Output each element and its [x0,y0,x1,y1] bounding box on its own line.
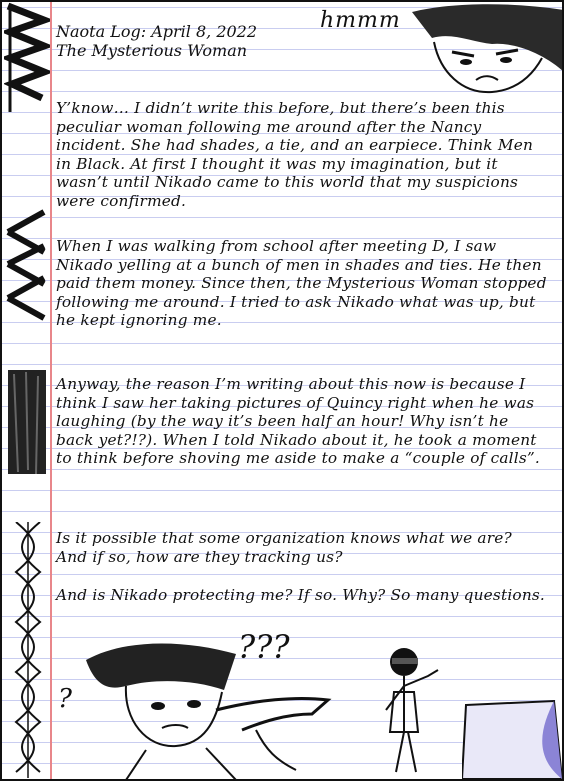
mysterious-woman-doodle [378,646,448,778]
journal-paragraph [56,375,548,468]
paragraph-1: Y’know… I didn’t write this before, but there’s been this peculiar woman following me around after the Nancy incident. She had shades, a tie, and an earpiece. Think Men in Black. At first I thought it was my imagination, but it wasn’t until Nikado came to this world that my suspicions were confirmed. [56,99,534,210]
hmm-doodle-text: hmmm [320,8,401,33]
page-curl [462,695,562,779]
paragraph-2: When I was walking from school after meeting D, I saw Nikado yelling at a bunch of men in shades and ties. He then paid them money. Since then, the Mysterious Woman stopped following me around. I tried to ask Nikado what was up, but he kept ignoring me. [56,237,547,329]
paragraph-5: And is Nikado protecting me? If so. Why? So many questions. [56,586,545,604]
confused-character-doodle [66,630,336,780]
margin-chevron-doodle [4,202,50,322]
margin-scribble-doodle [4,364,50,484]
margin-braid-doodle [6,522,50,781]
margin-line [50,2,52,781]
journal-paragraph [56,529,548,566]
question-mark-small-doodle: ? [58,684,72,714]
paragraph-3: Anyway, the reason I’m writing about this now is because I think I saw her taking pictures of Quincy right when he was laughing (by the way it’s been half an hour! Why isn’t he back yet?!?). When I told Nikado about it, he took a moment to think before shoving me aside to make a “couple of calls”. [56,375,540,467]
question-marks-doodle: ??? [238,628,290,666]
face-doodle [392,2,564,102]
paragraph-4: Is it possible that some organization knows what we are? And if so, how are they tracking us? [56,529,512,566]
page-title: Naota Log: April 8, 2022 [56,22,258,41]
margin-zigzag-doodle [4,2,50,122]
journal-paragraph [56,586,548,605]
page-subtitle: The Mysterious Woman [56,41,248,60]
journal-paragraph [56,99,548,210]
journal-paragraph [56,237,548,330]
